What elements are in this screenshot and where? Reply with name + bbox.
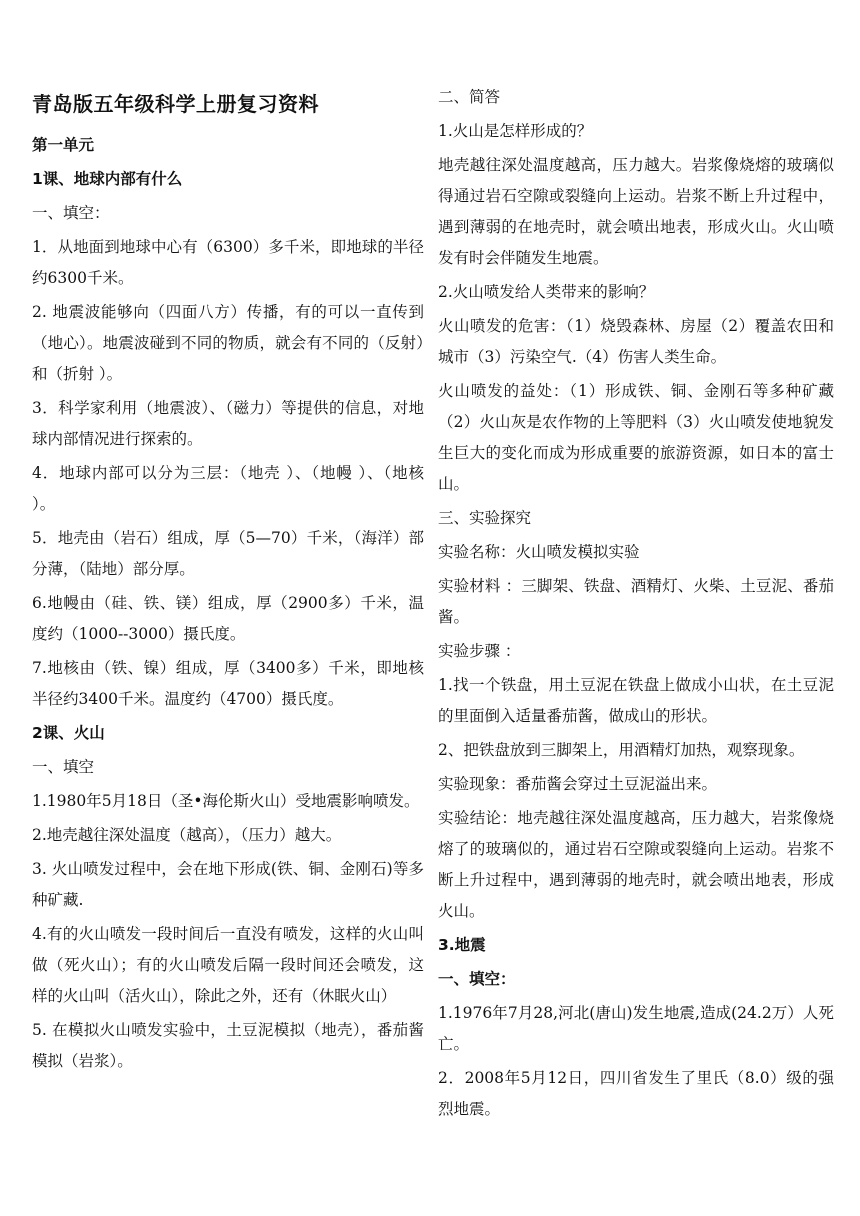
paragraph: 1.找一个铁盘，用土豆泥在铁盘上做成小山状，在土豆泥的里面倒入适量番茄酱，做成山的形状。 (438, 676, 834, 725)
paragraph: 1.火山是怎样形成的？ (438, 122, 593, 140)
paragraph: 3．科学家利用（地震波）、（磁力）等提供的信息，对地球内部情况进行探索的。 (32, 399, 424, 448)
paragraph: 2. 地震波能够向（四面八方）传播，有的可以一直传到（地心）。地震波碰到不同的物质，就会有不同的（反射）和（折射 ）。 (32, 303, 424, 383)
right-content (438, 82, 834, 1128)
paragraph: 2．2008年5月12日，四川省发生了里氏（8.0）级的强烈地震。 (438, 1069, 834, 1118)
paragraph: 三、实验探究 (438, 509, 532, 527)
paragraph: 6.地幔由（硅、铁、镁）组成，厚（2900多）千米，温度约（1000--3000）摄氏度。 (32, 594, 424, 643)
paragraph: 2.地壳越往深处温度（越高），（压力）越大。 (32, 826, 342, 844)
paragraph: 3. 火山喷发过程中，会在地下形成(铁、铜、金刚石)等多种矿藏. (32, 860, 424, 909)
paragraph: 火山喷发的危害：（1）烧毁森林、房屋（2）覆盖农田和城市（3）污染空气.（4）伤害人类生命。 (438, 317, 834, 366)
paragraph: 二、简答 (438, 88, 501, 106)
paragraph: 1．从地面到地球中心有（6300）多千米，即地球的半径约6300千米。 (32, 238, 424, 287)
section-heading: 一、填空： (438, 970, 516, 988)
paragraph: 地壳越往深处温度越高，压力越大。岩浆像烧熔的玻璃似得通过岩石空隙或裂缝向上运动。岩浆不断上升过程中，遇到薄弱的在地壳时，就会喷出地表，形成火山。火山喷发有时会伴随发生地震。 (438, 156, 834, 267)
section-heading: 1课、地球内部有什么 (32, 170, 183, 188)
paragraph: 4.有的火山喷发一段时间后一直没有喷发，这样的火山叫做（死火山）；有的火山喷发后隔一段时间还会喷发，这样的火山叫（活火山），除此之外，还有（休眠火山） (32, 925, 424, 1005)
paragraph: 2.火山喷发给人类带来的影响？ (438, 283, 655, 301)
left-content (32, 130, 424, 1080)
paragraph: 1.1980年5月18日（圣•海伦斯火山）受地震影响喷发。 (32, 792, 420, 810)
paragraph: 实验步骤 ： (438, 642, 521, 660)
paragraph: 火山喷发的益处：（1）形成铁、铜、金刚石等多种矿藏（2）火山灰是农作物的上等肥料（3）火山喷发使地貌发生巨大的变化而成为形成重要的旅游资源，如日本的富士山。 (438, 382, 834, 493)
paragraph: 5. 在模拟火山喷发实验中，土豆泥模拟（地壳），番茄酱模拟（岩浆）。 (32, 1021, 424, 1070)
paragraph: 1.1976年7月28,河北(唐山)发生地震,造成(24.2万）人死亡。 (438, 1004, 834, 1053)
paragraph: 实验结论：地壳越往深处温度越高，压力越大，岩浆像烧熔了的玻璃似的，通过岩石空隙或裂缝向上运动。岩浆不断上升过程中，遇到薄弱的地壳时，就会喷出地表，形成火山。 (438, 809, 834, 920)
section-heading: 2课、火山 (32, 724, 105, 742)
section-heading: 第一单元 (32, 136, 95, 154)
paragraph: 一、填空： (32, 204, 110, 222)
paragraph: 4．地球内部可以分为三层：（地壳 ）、（地幔 ）、（地核 ）。 (32, 464, 424, 513)
paragraph: 2、把铁盘放到三脚架上，用酒精灯加热，观察现象。 (438, 741, 805, 759)
paragraph: 7.地核由（铁、镍）组成，厚（3400多）千米，即地核半径约3400千米。温度约（4700）摄氏度。 (32, 659, 424, 708)
paragraph: 一、填空 (32, 758, 95, 776)
paragraph: 实验名称：火山喷发模拟实验 (438, 543, 640, 561)
paragraph: 5．地壳由（岩石）组成，厚（5—70）千米，（海洋）部分薄，（陆地）部分厚。 (32, 529, 424, 578)
section-heading: 3.地震 (438, 936, 486, 954)
paragraph: 实验材料 ：三脚架、铁盘、酒精灯、火柴、土豆泥、番茄酱。 (438, 577, 834, 626)
paragraph: 实验现象：番茄酱会穿过土豆泥溢出来。 (438, 775, 718, 793)
document-title: 青岛版五年级科学上册复习资料 (32, 92, 319, 116)
